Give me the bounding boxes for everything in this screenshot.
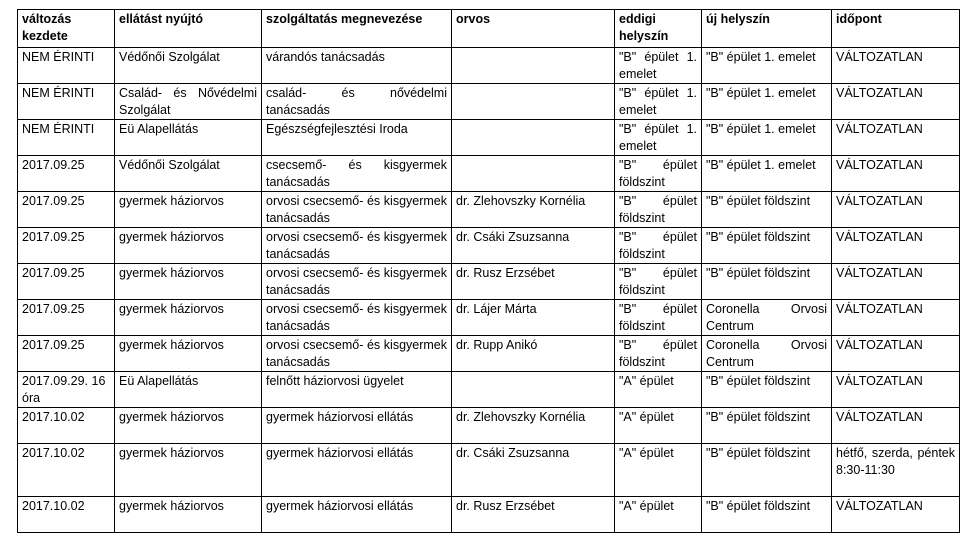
cell-provider: Védőnői Szolgálat — [115, 48, 262, 84]
cell-prev-location: "A" épület — [615, 444, 702, 497]
header-doctor: orvos — [452, 10, 615, 48]
header-row — [18, 10, 960, 48]
cell-start: 2017.09.25 — [18, 228, 115, 264]
cell-provider: gyermek háziorvos — [115, 336, 262, 372]
cell-provider: gyermek háziorvos — [115, 444, 262, 497]
cell-doctor — [452, 156, 615, 192]
cell-doctor — [452, 84, 615, 120]
cell-prev-location: "A" épület — [615, 408, 702, 444]
cell-time: VÁLTOZATLAN — [832, 120, 960, 156]
cell-start: NEM ÉRINTI — [18, 120, 115, 156]
cell-provider: gyermek háziorvos — [115, 300, 262, 336]
cell-new-location: "B" épület földszint — [702, 408, 832, 444]
cell-service: család- és nővédelmi tanácsadás — [262, 84, 452, 120]
cell-new-location: "B" épület földszint — [702, 228, 832, 264]
cell-time: VÁLTOZATLAN — [832, 372, 960, 408]
cell-start: NEM ÉRINTI — [18, 48, 115, 84]
cell-doctor: dr. Zlehovszky Kornélia — [452, 408, 615, 444]
table-row — [18, 444, 960, 497]
table-row — [18, 48, 960, 84]
cell-prev-location: "B" épület földszint — [615, 156, 702, 192]
cell-service: orvosi csecsemő- és kisgyermek tanácsadás — [262, 336, 452, 372]
cell-doctor: dr. Csáki Zsuzsanna — [452, 444, 615, 497]
table-body — [18, 48, 960, 533]
header-start: változás kezdete — [18, 10, 115, 48]
cell-time: VÁLTOZATLAN — [832, 156, 960, 192]
cell-new-location: "B" épület földszint — [702, 444, 832, 497]
cell-service: orvosi csecsemő- és kisgyermek tanácsadás — [262, 192, 452, 228]
cell-new-location: "B" épület 1. emelet — [702, 156, 832, 192]
header-new-location: új helyszín — [702, 10, 832, 48]
cell-start: 2017.09.25 — [18, 336, 115, 372]
cell-service: gyermek háziorvosi ellátás — [262, 497, 452, 533]
cell-start: 2017.10.02 — [18, 444, 115, 497]
cell-new-location: "B" épület földszint — [702, 372, 832, 408]
cell-service: orvosi csecsemő- és kisgyermek tanácsadás — [262, 300, 452, 336]
cell-doctor: dr. Zlehovszky Kornélia — [452, 192, 615, 228]
cell-time: VÁLTOZATLAN — [832, 48, 960, 84]
cell-time: VÁLTOZATLAN — [832, 264, 960, 300]
cell-start: 2017.09.25 — [18, 264, 115, 300]
cell-prev-location: "B" épület földszint — [615, 300, 702, 336]
cell-prev-location: "B" épület földszint — [615, 192, 702, 228]
cell-prev-location: "A" épület — [615, 497, 702, 533]
cell-time: VÁLTOZATLAN — [832, 300, 960, 336]
cell-new-location: Coronella Orvosi Centrum — [702, 336, 832, 372]
cell-provider: gyermek háziorvos — [115, 497, 262, 533]
cell-time: VÁLTOZATLAN — [832, 497, 960, 533]
cell-start: 2017.09.25 — [18, 156, 115, 192]
cell-service: orvosi csecsemő- és kisgyermek tanácsadás — [262, 264, 452, 300]
cell-start: 2017.10.02 — [18, 408, 115, 444]
cell-doctor: dr. Rusz Erzsébet — [452, 264, 615, 300]
cell-service: orvosi csecsemő- és kisgyermek tanácsadás — [262, 228, 452, 264]
cell-service: Egészségfejlesztési Iroda — [262, 120, 452, 156]
table-row — [18, 120, 960, 156]
cell-new-location: Coronella Orvosi Centrum — [702, 300, 832, 336]
cell-doctor — [452, 372, 615, 408]
table-row — [18, 336, 960, 372]
cell-provider: Eü Alapellátás — [115, 372, 262, 408]
table-row — [18, 192, 960, 228]
table-row — [18, 300, 960, 336]
cell-provider: Család- és Nővédelmi Szolgálat — [115, 84, 262, 120]
cell-service: gyermek háziorvosi ellátás — [262, 408, 452, 444]
cell-start: 2017.09.25 — [18, 300, 115, 336]
table-row — [18, 84, 960, 120]
table-row — [18, 497, 960, 533]
cell-prev-location: "B" épület földszint — [615, 336, 702, 372]
table-row — [18, 264, 960, 300]
cell-service: felnőtt háziorvosi ügyelet — [262, 372, 452, 408]
cell-provider: gyermek háziorvos — [115, 264, 262, 300]
cell-doctor: dr. Rusz Erzsébet — [452, 497, 615, 533]
cell-prev-location: "B" épület 1. emelet — [615, 84, 702, 120]
cell-provider: gyermek háziorvos — [115, 228, 262, 264]
cell-doctor — [452, 48, 615, 84]
header-provider: ellátást nyújtó — [115, 10, 262, 48]
cell-prev-location: "B" épület földszint — [615, 228, 702, 264]
cell-doctor — [452, 120, 615, 156]
cell-provider: gyermek háziorvos — [115, 192, 262, 228]
cell-doctor: dr. Rupp Anikó — [452, 336, 615, 372]
cell-time: VÁLTOZATLAN — [832, 228, 960, 264]
table-row — [18, 156, 960, 192]
cell-time: VÁLTOZATLAN — [832, 84, 960, 120]
table-row — [18, 408, 960, 444]
cell-start: 2017.09.29. 16 óra — [18, 372, 115, 408]
cell-new-location: "B" épület 1. emelet — [702, 48, 832, 84]
cell-new-location: "B" épület 1. emelet — [702, 84, 832, 120]
cell-start: 2017.09.25 — [18, 192, 115, 228]
cell-prev-location: "A" épület — [615, 372, 702, 408]
cell-prev-location: "B" épület 1. emelet — [615, 48, 702, 84]
cell-prev-location: "B" épület földszint — [615, 264, 702, 300]
cell-provider: Védőnői Szolgálat — [115, 156, 262, 192]
cell-time: VÁLTOZATLAN — [832, 408, 960, 444]
header-service: szolgáltatás megnevezése — [262, 10, 452, 48]
cell-time: VÁLTOZATLAN — [832, 192, 960, 228]
cell-time: VÁLTOZATLAN — [832, 336, 960, 372]
cell-new-location: "B" épület 1. emelet — [702, 120, 832, 156]
cell-service: gyermek háziorvosi ellátás — [262, 444, 452, 497]
cell-new-location: "B" épület földszint — [702, 497, 832, 533]
cell-prev-location: "B" épület 1. emelet — [615, 120, 702, 156]
schedule-change-table — [17, 9, 960, 533]
cell-doctor: dr. Lájer Márta — [452, 300, 615, 336]
header-prev-location: eddigi helyszín — [615, 10, 702, 48]
cell-provider: Eü Alapellátás — [115, 120, 262, 156]
table-row — [18, 372, 960, 408]
cell-service: csecsemő- és kisgyermek tanácsadás — [262, 156, 452, 192]
cell-service: várandós tanácsadás — [262, 48, 452, 84]
cell-provider: gyermek háziorvos — [115, 408, 262, 444]
header-time: időpont — [832, 10, 960, 48]
cell-start: NEM ÉRINTI — [18, 84, 115, 120]
cell-new-location: "B" épület földszint — [702, 264, 832, 300]
table-row — [18, 228, 960, 264]
cell-new-location: "B" épület földszint — [702, 192, 832, 228]
cell-time: hétfő, szerda, péntek 8:30-11:30 — [832, 444, 960, 497]
cell-start: 2017.10.02 — [18, 497, 115, 533]
cell-doctor: dr. Csáki Zsuzsanna — [452, 228, 615, 264]
